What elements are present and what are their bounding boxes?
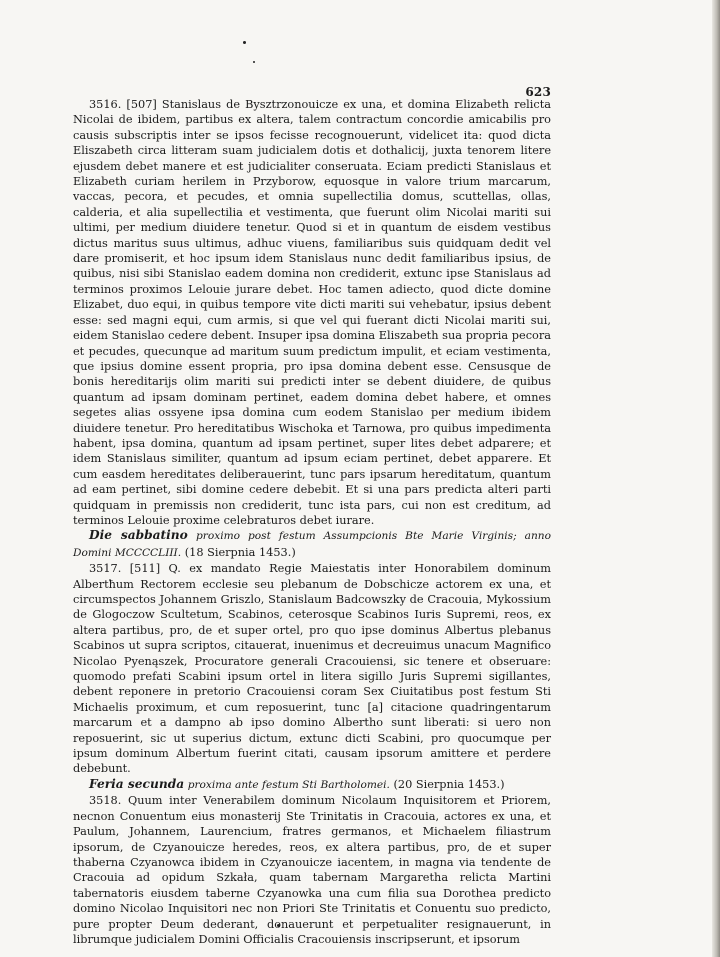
heading-feast: proxima ante festum Sti Bartholomei. bbox=[187, 778, 390, 791]
entry-3517: 3517. [511] Q. ex mandato Regie Maiestatis inter Honorabilem dominum Albertħum Rectorem ecclesie seu plebanum de Dobschicze actorem ex una, et circumspectos Johannem Griszlo, Stanislaum Badcowszky de Cracouia, Mykossium de Glogoczow Scultetum, Scabinos, ceterosque Scabinos Iuris Supremi, reos, ex altera partibus, pro, de et super ortel, pro quo ipse dominus Albertus plebanus Scabinos ut supra scriptos, citauerat, inuenimus et decreuimus unacum Magnifico Nicolao Pyenąszek, Procuratore generali Cracouiensi, sic tenere et obseruare: quomodo prefati Scabini ipsum ortel in litera sigillo Juris Supremi sigillantes, debent reponere in pretorio Cracouiensi coram Sex Ciuitatibus post festum Sti Michaelis proximum, et cum reposuerint, tunc [a] citacione quadringentarum marcarum et a dampno ab ipso domino Albertho sunt liberati: si uero non reposuerint, sic ut superius dictum, extunc dicti Scabini, pro quocumque per ipsum dominum Albertum fuerint citati, causam ipsorum amittere et perdere debebunt. bbox=[73, 562, 551, 776]
heading-date: (20 Sierpnia 1453.) bbox=[393, 777, 505, 791]
entry-3518: 3518. Quum inter Venerabilem dominum Nicolaum Inquisitorem et Priorem, necnon Conuentum eius monasterij Ste Trinitatis in Cracouia, actores ex una, et Paulum, Johannem, Laurencium, fratres germanos, et Michaelem filiastrum ipsorum, de Czyanouicze heredes, reos, ex altera partibus, pro, de et super thaberna Czyanowca ibidem in Czyanouicze iacentem, in magna via tendente de Cracouia ad opidum Szkała, quam tabernam Margaretha relicta Martini tabernatoris eiusdem taberne Czyanowka una cum filia sua Dorothea predicto domino Nicolao Inquisitori nec non Priori Ste Trinitatis et Conuentu suo predicto, pure propter Deum dederant, donauerunt et perpetualiter resignauerunt, in librumque judicialem Domini Officialis Cracouiensis inscripserunt, et ipsorum bbox=[73, 794, 551, 946]
page-number: 623 bbox=[525, 85, 551, 99]
speck bbox=[243, 41, 246, 44]
speck bbox=[253, 61, 255, 63]
heading-date: (18 Sierpnia 1453.) bbox=[184, 545, 296, 559]
heading-lead: Feria secunda bbox=[89, 776, 185, 791]
heading-feast: proximo post festum Assumpcionis Bte Marie Virginis; anno Domini MCCCCLIII. bbox=[73, 530, 551, 559]
document-body bbox=[73, 97, 551, 947]
heading-lead: Die sabbatino bbox=[89, 528, 188, 543]
page-edge-shadow bbox=[712, 0, 720, 957]
date-heading-2 bbox=[73, 777, 551, 793]
date-heading-1 bbox=[73, 528, 551, 561]
entry-3516: 3516. [507] Stanislaus de Bysztrzonouicze ex una, et domina Elizabeth relicta Nicolai de ibidem, partibus ex altera, talem contractum concordie amicabilis pro causis subscriptis inter se ipsos fecisse recognouerunt, videlicet ita: quod dicta Eliszabeth circa litteram suam judicialem dotis et dothalicij, juxta tenorem litere ejusdem debet manere et est judicialiter conseruata. Eciam predicti Stanislaus et Elizabeth curiam herilem in Przyborow, equosque in valore trium marcarum, vaccas, pecora, et pecudes, et omnia supellectilia domus, scuttellas, ollas, calderia, et alia supellectilia et vestimenta, que fuerunt olim Nicolai mariti sui ultimi, per medium diuidere tenetur. Quod si et in quantum de eisdem vestibus dictus maritus suus ultimus, adhuc viuens, familiaribus suis quidquam dedit vel dare promiserit, et hoc ipsum idem Stanislaus nunc dedit familiaribus ipsius, de quibus, nisi sibi Stanislao eadem domina non crediderit, extunc ipse Stanislaus ad terminos proximos Lelouie jurare debet. Hoc tamen adiecto, quod dicte domine Elizabet, duo equi, in quibus tempore vite dicti mariti sui vehebatur, ipsius debent esse: sed magni equi, cum armis, si que vel qui fuerant dicti Nicolai mariti sui, eidem Stanislao cedere debent. Insuper ipsa domina Eliszabeth sua propria pecora et pecudes, quecunque ad maritum suum predictum impulit, et eciam vestimenta, que ipsius domine essent propria, pro ipsa domina debent esse. Censusque de bonis hereditarijs olim mariti sui predicti inter se debent diuidere, de quibus quantum ad ipsam dominam pertinet, eadem domina debet habere, et omnes segetes alias ossyene ipsa domina cum eodem Stanislao per medium ibidem diuidere tenetur. Pro hereditatibus Wischoka et Tarnowa, pro quibus impedimenta habent, ipsa domina, quantum ad ipsam pertinet, super lites debet adparere; et idem Stanislaus similiter, quantum ad ipsum eciam pertinet, debet apparere. Et cum easdem hereditates deliberauerint, tunc pars ipsarum hereditatum, quantum ad eam pertinet, sibi domine cedere debebit. Et si una pars predicta alteri parti quidquam in premissis non crediderit, tunc ista pars, cui non est creditum, ad terminos Lelouie proxime celebraturos debet iurare. bbox=[73, 98, 551, 527]
